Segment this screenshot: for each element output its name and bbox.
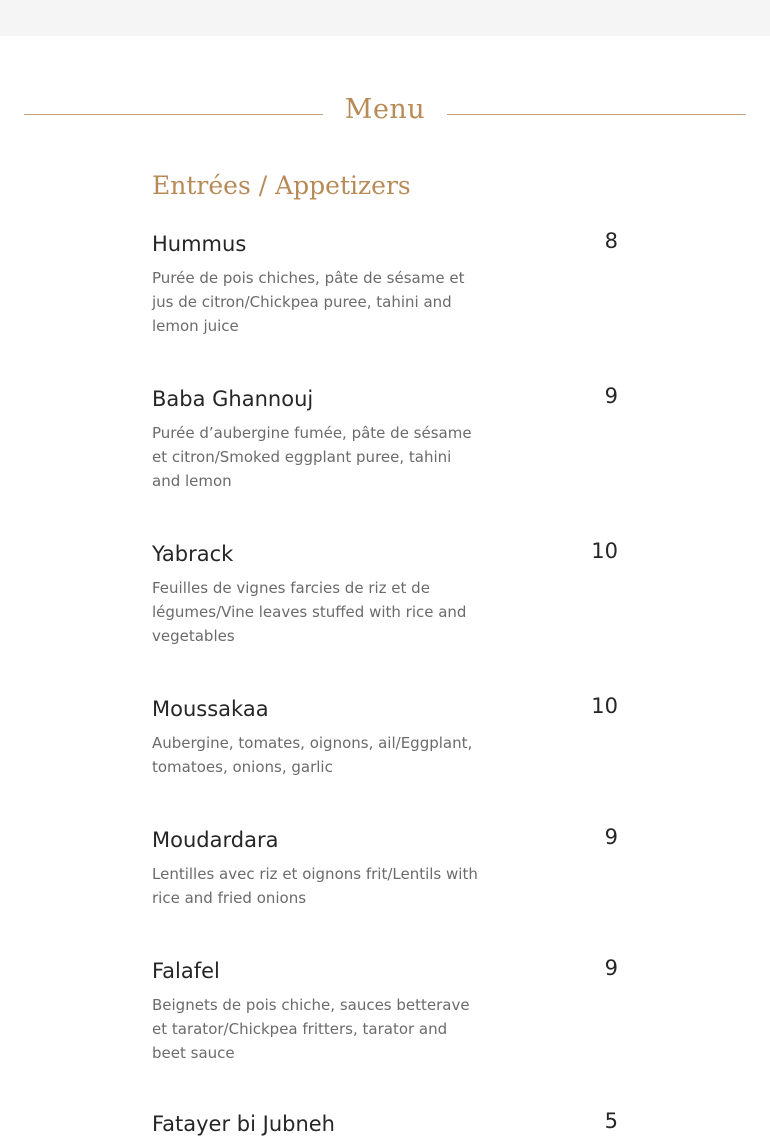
item-description: Aubergine, tomates, oignons, ail/Eggplant, tomatoes, onions, garlic <box>152 734 473 776</box>
item-name: Moudardara <box>152 828 279 852</box>
item-name: Hummus <box>152 232 247 256</box>
top-band <box>0 0 770 36</box>
item-name: Moussakaa <box>152 697 269 721</box>
header-rule-left <box>24 114 323 115</box>
item-price: 9 <box>604 384 618 408</box>
item-description: Lentilles avec riz et oignons frit/Lentils with rice and fried onions <box>152 865 478 907</box>
item-price: 5 <box>604 1109 618 1133</box>
menu-title: Menu <box>344 94 426 125</box>
item-price: 9 <box>604 825 618 849</box>
item-description: Beignets de pois chiche, sauces betterave et tarator/Chickpea fritters, tarator and beet sauce <box>152 996 470 1062</box>
item-description: Purée d’aubergine fumée, pâte de sésame et citron/Smoked eggplant puree, tahini and lemon <box>152 424 472 490</box>
item-price: 9 <box>604 956 618 980</box>
menu-header <box>24 88 746 132</box>
item-price: 10 <box>591 694 618 718</box>
item-description: Feuilles de vignes farcies de riz et de légumes/Vine leaves stuffed with rice and vegetables <box>152 579 467 645</box>
item-name: Yabrack <box>152 542 234 566</box>
item-name: Fatayer bi Jubneh <box>152 1112 335 1136</box>
header-rule-right <box>447 114 746 115</box>
item-name: Baba Ghannouj <box>152 387 314 411</box>
section-title: Entrées / Appetizers <box>152 171 411 200</box>
item-name: Falafel <box>152 959 220 983</box>
item-price: 8 <box>604 229 618 253</box>
item-price: 10 <box>591 539 618 563</box>
item-description: Purée de pois chiches, pâte de sésame et jus de citron/Chickpea puree, tahini and lemon juice <box>152 269 465 335</box>
